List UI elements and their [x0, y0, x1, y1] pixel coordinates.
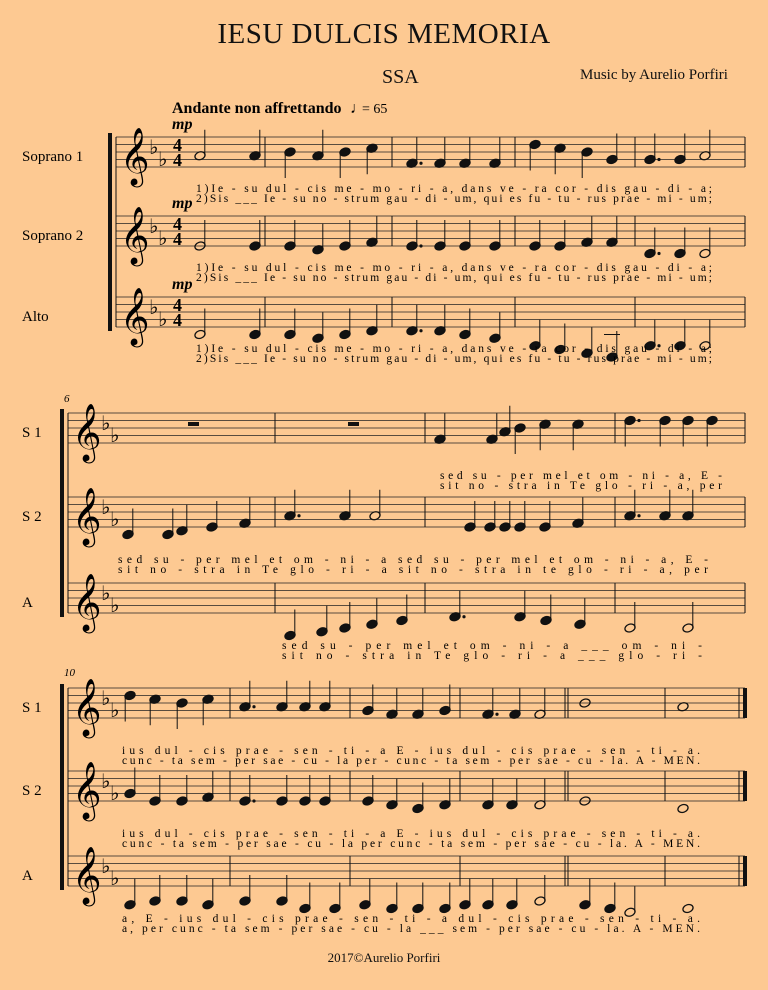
lyric-line: ius dul - cis prae - sen - ti - a E - ius dul - cis prae - sen - ti - a.	[122, 745, 701, 757]
time-signature: 4	[173, 214, 182, 234]
lyric-line: 2)Sis ___ Ie - su no - strum gau - di - um, qui es fu - tu - rus prae - mi - um;	[196, 193, 713, 205]
lyric-line: a, per cunc - ta sem - per sae - cu - la ___ sem - per sae - cu - la. A - MEN.	[122, 923, 700, 935]
time-signature: 4	[173, 310, 182, 330]
treble-clef-icon: 𝄞	[72, 404, 102, 460]
dot	[419, 329, 422, 332]
dot	[637, 514, 640, 517]
dot	[462, 615, 465, 618]
lyric-line: 1)Ie - su dul - cis me - mo - ri - a, dans ve - ra cor - dis gau - di - a;	[196, 183, 712, 195]
dot	[297, 514, 300, 517]
flat-icon: ♭	[149, 216, 159, 238]
lyric-line: sit no - stra in Te glo - ri - a, per	[440, 480, 722, 492]
flat-icon: ♭	[101, 413, 111, 435]
treble-clef-icon: 𝄞	[72, 762, 102, 818]
voice-label: Alto	[22, 309, 49, 325]
lyric-line: 2)Sis ___ Ie - su no - strum gau - di - um, qui es fu - tu - rus prae - mi - um;	[196, 272, 713, 284]
flat-icon: ♭	[101, 856, 111, 878]
flat-icon: ♭	[110, 425, 120, 447]
flat-icon: ♭	[110, 700, 120, 722]
dynamic-mp: mp	[172, 116, 193, 133]
treble-clef-icon: 𝄞	[72, 488, 102, 544]
dot	[637, 419, 640, 422]
voice-label: S 1	[22, 425, 42, 441]
tempo-note-icon: ♩	[350, 100, 366, 117]
copyright-footer: 2017©Aurelio Porfiri	[327, 950, 441, 965]
treble-clef-icon: 𝄞	[120, 207, 150, 263]
treble-clef-icon: 𝄞	[120, 128, 150, 184]
voice-label: Soprano 2	[22, 228, 84, 244]
lyric-line: 1)Ie - su dul - cis me - mo - ri - a, dans ve - ra cor - dis gau - di - a;	[196, 262, 712, 274]
measure-number: 10	[64, 667, 75, 679]
time-signature: 4	[173, 229, 182, 249]
whole-rest	[188, 422, 199, 426]
time-signature: 4	[173, 295, 182, 315]
flat-icon: ♭	[158, 149, 168, 171]
lyric-line: sit no - stra in Te glo - ri - a ___ glo - ri -	[282, 650, 703, 662]
flat-icon: ♭	[158, 309, 168, 331]
measure-number: 6	[64, 393, 70, 405]
flat-icon: ♭	[101, 497, 111, 519]
flat-icon: ♭	[110, 868, 120, 890]
tempo-bpm: = 65	[362, 102, 388, 117]
lyric-line: 2)Sis ___ Ie - su no - strum gau - di - um, qui es fu - tu - rus prae - mi - um;	[196, 353, 713, 365]
flat-icon: ♭	[149, 137, 159, 159]
flat-icon: ♭	[110, 595, 120, 617]
voice-label: S 2	[22, 783, 42, 799]
voice-label: Soprano 1	[22, 149, 84, 165]
dot	[657, 158, 660, 161]
dot	[419, 244, 422, 247]
lyric-line: sed su - per mel et om - ni - a ___ om - ni -	[282, 640, 702, 652]
lyric-line: ius dul - cis prae - sen - ti - a E - ius dul - cis prae - sen - ti - a.	[122, 828, 701, 840]
tempo-marking: Andante non affrettando	[172, 100, 342, 117]
dot	[495, 713, 498, 716]
time-signature: 4	[173, 135, 182, 155]
lyric-line: sed su - per mel et om - ni - a, E -	[440, 470, 722, 482]
composer-credit: Music by Aurelio Porfiri	[580, 67, 728, 83]
lyric-line: sit no - stra in Te glo - ri - a sit no - stra in te glo - ri - a, per	[118, 564, 708, 576]
dot	[419, 162, 422, 165]
dot	[252, 799, 255, 802]
dynamic-mp: mp	[172, 195, 193, 212]
dynamic-mp: mp	[172, 276, 193, 293]
flat-icon: ♭	[149, 297, 159, 319]
flat-icon: ♭	[101, 688, 111, 710]
flat-icon: ♭	[110, 783, 120, 805]
whole-rest	[348, 422, 359, 426]
dot	[252, 705, 255, 708]
lyric-line: cunc - ta sem - per sae - cu - la per cunc - ta sem - per sae - cu - la. A - MEN.	[122, 838, 700, 850]
time-signature: 4	[173, 150, 182, 170]
voice-label: A	[22, 868, 33, 884]
note-head	[677, 803, 689, 814]
lyric-line: 1)Ie - su dul - cis me - mo - ri - a, dans ve - ra cor - dis gau - di - a;	[196, 343, 712, 355]
score-title: IESU DULCIS MEMORIA	[217, 18, 551, 50]
flat-icon: ♭	[110, 509, 120, 531]
lyric-line: cunc - ta sem - per sae - cu - la per - cunc - ta sem - per sae - cu - la. A - MEN.	[122, 755, 701, 767]
voice-label: S 2	[22, 509, 42, 525]
lyric-line: sed su - per mel et om - ni - a sed su - per mel et om - ni - a, E -	[118, 554, 709, 566]
lyric-line: a, E - ius dul - cis prae - sen - ti - a dul - cis prae - sen - ti - a.	[122, 913, 700, 925]
dot	[657, 252, 660, 255]
treble-clef-icon: 𝄞	[72, 574, 102, 630]
treble-clef-icon: 𝄞	[72, 847, 102, 903]
flat-icon: ♭	[101, 583, 111, 605]
flat-icon: ♭	[101, 771, 111, 793]
flat-icon: ♭	[158, 228, 168, 250]
treble-clef-icon: 𝄞	[120, 288, 150, 344]
voice-label: S 1	[22, 700, 42, 716]
voice-label: A	[22, 595, 33, 611]
voicing-label: SSA	[382, 66, 419, 88]
treble-clef-icon: 𝄞	[72, 679, 102, 735]
